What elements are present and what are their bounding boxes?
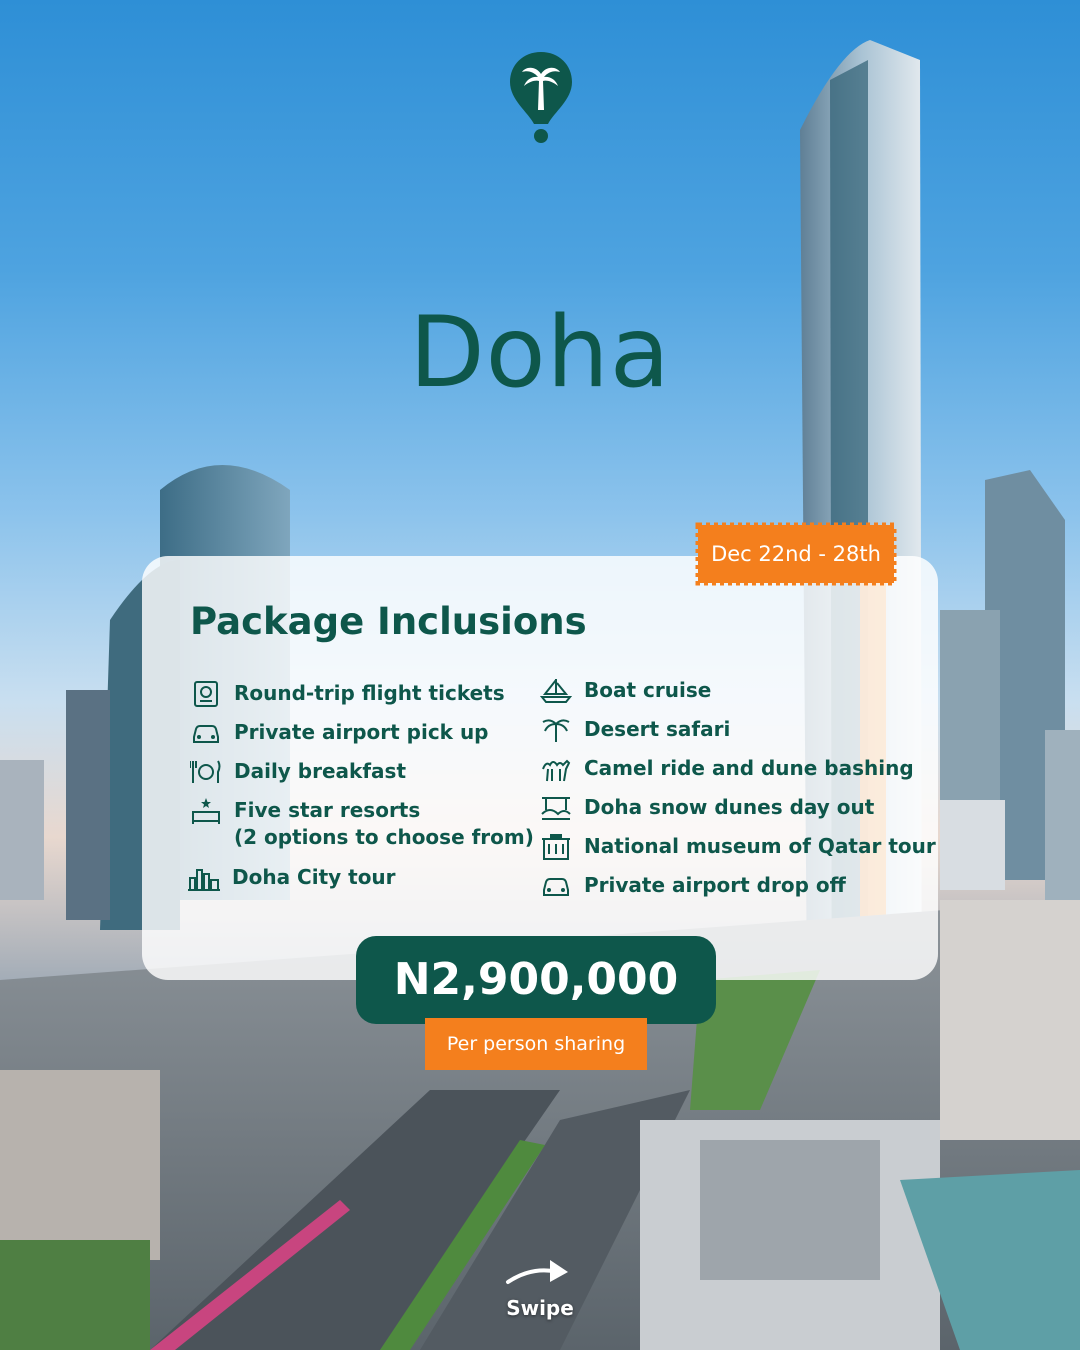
inclusion-item: Boat cruise [540,677,711,705]
destination-title: Doha [409,296,671,410]
curved-arrow-icon [480,1252,600,1298]
inclusion-item: Daily breakfast [190,758,406,786]
camel-icon [540,755,572,783]
city-icon [188,864,220,892]
price-note: Per person sharing [425,1018,647,1070]
swipe-label: Swipe [506,1296,574,1320]
price-tag: N2,900,000 [356,936,716,1024]
date-range: Dec 22nd - 28th [711,542,881,566]
inclusion-item: Private airport drop off [540,872,846,900]
inclusion-item: Desert safari [540,716,730,744]
swipe-hint[interactable] [480,1252,600,1332]
inclusion-item: National museum of Qatar tour [540,833,936,861]
car-icon [190,719,222,747]
inclusion-item: Doha snow dunes day out [540,794,874,822]
dining-icon [190,758,222,786]
car-icon [540,872,572,900]
inclusion-item: Camel ride and dune bashing [540,755,914,783]
palm-tree-icon [540,716,572,744]
boat-icon [540,677,572,705]
inclusion-item: Round-trip flight tickets [190,680,505,708]
snow-dunes-icon [540,794,572,822]
date-badge [694,521,898,587]
inclusion-item: Doha City tour [188,864,396,892]
hotel-bed-icon [190,797,222,825]
passport-icon [190,680,222,708]
inclusion-item: Five star resorts (2 options to choose from) [190,797,534,851]
museum-icon [540,833,572,861]
package-heading: Package Inclusions [190,600,587,643]
brand-logo-pin-icon [508,50,574,144]
inclusion-item: Private airport pick up [190,719,489,747]
